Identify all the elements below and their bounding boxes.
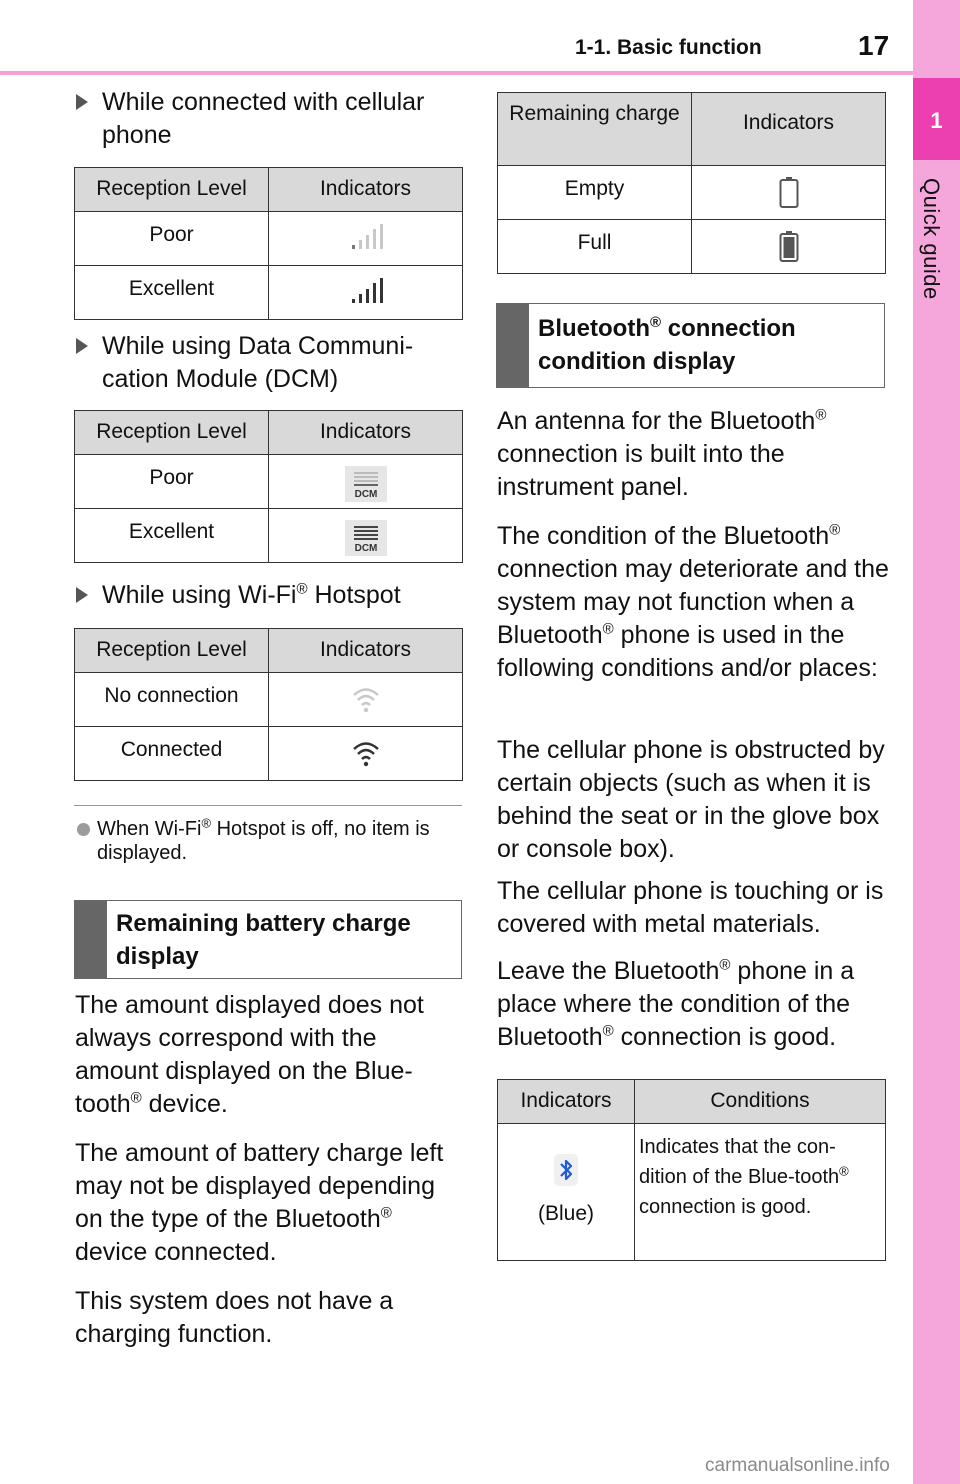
chapter-label: Quick guide [919,178,944,300]
dcm-reception-table [74,410,463,563]
table-row [75,266,463,320]
header-divider [0,71,913,75]
battery-empty-icon [779,177,799,209]
bullet-triangle-icon [76,587,88,603]
table-row [75,212,463,266]
wifi-heading: While using Wi-Fi® Hotspot [102,579,462,612]
table-row [498,166,886,220]
bullet-triangle-icon [76,338,88,354]
column-header: Indicators [269,411,463,455]
reception-level: No connection [75,673,269,727]
reception-level: Excellent [75,509,269,563]
bluetooth-para-4: The cellular phone is touching or is covered with metal materials. [497,877,884,938]
table-row [75,727,463,781]
wifi-on-icon [351,738,381,768]
signal-bars-excellent-icon [349,277,383,305]
table-row [498,220,886,274]
dcm-excellent-icon [345,520,387,556]
reception-level: Poor [75,212,269,266]
column-header: Indicators [498,1080,635,1124]
wifi-off-icon [351,684,381,714]
bullet-triangle-icon [76,94,88,110]
svg-text:DCM: DCM [354,543,377,554]
bluetooth-para-5: Leave the Bluetooth® phone in a place where the condition of the Bluetooth® connection is good. [497,956,855,1051]
column-header: Indicators [269,629,463,673]
charge-level: Empty [498,166,692,220]
battery-para-1: The amount displayed does not always correspond with the amount displayed on the Blue-tooth® device. [75,991,424,1118]
table-row [75,455,463,509]
note-divider [74,805,462,806]
bluetooth-section-heading: Bluetooth® connection condition display [496,303,885,388]
battery-para-3: This system does not have a charging function. [75,1287,394,1348]
note-bullet-icon [77,823,90,836]
table-row [75,509,463,563]
table-row [75,673,463,727]
battery-full-icon [779,231,799,263]
battery-para-2: The amount of battery charge left may not be displayed depending on the type of the Bluetooth® device connected. [75,1139,444,1266]
column-header: Indicators [692,93,886,166]
column-header: Conditions [635,1080,886,1124]
column-header: Indicators [269,168,463,212]
charge-level: Full [498,220,692,274]
bluetooth-indicator-table [497,1079,886,1261]
dcm-poor-icon [345,466,387,502]
bluetooth-para-2: The condition of the Bluetooth® connection may deteriorate and the system may not function when a Bluetooth® phone is used in the following conditions and/or places: [497,521,889,682]
column-header: Reception Level [75,411,269,455]
battery-section-heading: Remaining battery charge display [74,900,462,979]
watermark: carmanualsonline.info [705,1455,890,1476]
column-header: Reception Level [75,168,269,212]
reception-level: Excellent [75,266,269,320]
wifi-note: When Wi-Fi® Hotspot is off, no item is displayed. [77,817,467,865]
page-number: 17 [858,30,890,61]
condition-text: Indicates that the con-dition of the Blue-tooth® connection is good. [635,1124,886,1261]
chapter-number: 1 [930,108,943,133]
svg-text:DCM: DCM [354,489,377,500]
column-header: Remaining charge [498,93,692,166]
section-title: 1-1. Basic function [575,36,762,59]
cellular-heading: While connected with cellular phone [102,86,462,152]
remaining-charge-table [497,92,886,274]
table-row [498,1124,886,1261]
icon-caption: (Blue) [537,1202,595,1225]
reception-level: Poor [75,455,269,509]
bluetooth-icon [554,1154,578,1186]
signal-bars-poor-icon [349,223,383,251]
bluetooth-para-3: The cellular phone is obstructed by certain objects (such as when it is behind the seat or in the glove box or console box). [497,736,885,863]
dcm-heading: While using Data Communi-cation Module (DCM) [102,330,462,396]
cellular-reception-table [74,167,463,320]
reception-level: Connected [75,727,269,781]
wifi-reception-table [74,628,463,781]
bluetooth-para-1: An antenna for the Bluetooth® connection is built into the instrument panel. [497,406,827,501]
column-header: Reception Level [75,629,269,673]
